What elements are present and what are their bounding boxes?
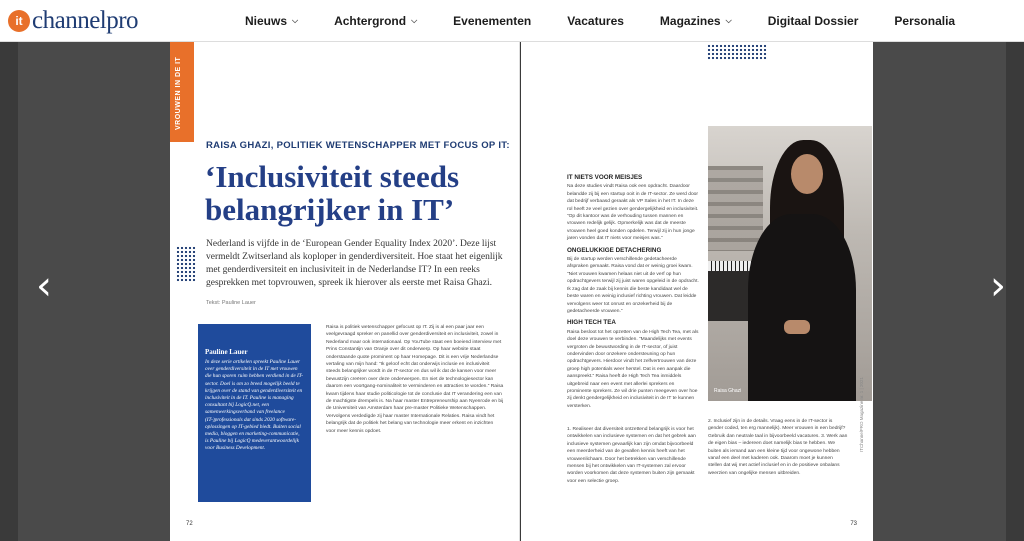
photo-person-hands	[784, 320, 810, 334]
section-heading: IT NIETS VOOR MEISJES	[567, 174, 643, 181]
dot-pattern-decoration	[176, 246, 196, 282]
logo-badge-icon: it	[8, 10, 30, 32]
nav-label: Evenementen	[453, 14, 532, 28]
photo-person-face	[791, 154, 823, 194]
page-number: 73	[850, 521, 857, 527]
nav-label: Digitaal Dossier	[767, 14, 859, 28]
author-bio-box	[198, 324, 311, 502]
nav-label: Personalia	[894, 14, 956, 28]
nav-item-personalia[interactable]	[894, 14, 955, 28]
author-name: Pauline Lauer	[205, 348, 248, 356]
nav-item-evenementen[interactable]	[453, 14, 531, 28]
section-text: Na deze studies vindt Raisa ook een opdracht. Daardoor belandde zij bij een startup ooit in de IT-sector. Ze werd door dat bedrijf verbaasd geraakt als VP Sales in het IT. In deze rol heeft ze veel gezien over gendergelijkheid en inclusiviteit. “Op dit kantoor was de verhouding tussen mannen en vrouwen redelijk gelijk. Opmerkelijk was dat de meeste vrouwen heel goed konden opdelen. Terwijl zij in hun jonge jaren vonden dat IT niets voor meisjes was.”	[567, 184, 699, 242]
photo-caption: Raisa Ghazi	[714, 388, 742, 394]
article-credit: Tekst: Pauline Lauer	[206, 300, 256, 306]
top-navigation-bar	[0, 0, 1024, 42]
nav-label: Magazines	[659, 14, 721, 28]
nav-label: Vacatures	[567, 14, 624, 28]
dot-pattern-decoration	[707, 44, 767, 60]
article-kicker: RAISA GHAZI, POLITIEK WETENSCHAPPER MET FOCUS OP IT:	[206, 140, 510, 151]
section-tab-label: VROUWEN IN DE IT	[175, 56, 182, 130]
previous-page-arrow-icon[interactable]: ‹	[36, 263, 52, 309]
chevron-down-icon: ⌵	[725, 16, 732, 25]
nav-label: Achtergrond	[334, 14, 407, 28]
logo-text: channelpro	[32, 7, 139, 34]
nav-item-vacatures[interactable]	[567, 14, 624, 28]
site-logo[interactable]	[8, 6, 138, 36]
magazine-side-text: ITChannelPRO Magazine nr. 1 | 2021	[859, 377, 864, 452]
nav-label: Nieuws	[245, 14, 288, 28]
article-headline: ‘Inclusiviteit steeds belangrijker in IT’	[205, 159, 460, 227]
next-page-arrow-icon[interactable]: ›	[990, 263, 1006, 309]
nav-item-magazines[interactable]	[660, 14, 732, 28]
portrait-photo	[708, 126, 872, 401]
nav-item-achtergrond[interactable]	[334, 14, 417, 28]
article-intro: Nederland is vijfde in de ‘European Gender Equality Index 2020’. Deze lijst vermeldt Zwitserland als koploper in genderdiversiteit. Hoe staat het eigenlijk met genderdiversiteit en inclusiviteit in de Nederlandse IT? In een reeks gesprekken met topvrouwen, spreek ik hierover als eerste met Raisa Ghazi.	[206, 239, 503, 288]
numbered-list-left: 1. Realiseer dat diversiteit ontzettend belangrijk is voor het ontwikkelen van inclusieve systemen en dat het gebrek aan inclusieve systemen gevaarlijk kan zijn omdat bijvoorbeeld een meerderheid van de gevallen kennis heeft van het vrouwenlichaam. Door het betrekken van verschillende mensen bij het ontwikkelen van IT-systemen zal ervoor worden voorkomen dat deze systemen buiten zijn gemaakt voor een selectie groep.	[567, 427, 696, 484]
section-text: Bij de startup werden verschillende gedetacheerde afspraken gemaakt. Raisa vond dat er weinig groei kwam. “Niet vrouwen kwamen helaas niet uit de verf op hun opdrachtgevers terwijl zij juist waren opgeleid in de opdracht. Ik zag dat de zaak bij kennis die beste kandidaat wel de beste waren en weinig inclusief richting vrouwen. Dat leidde vervolgens weer tot onrust en onzekerheid bij de gedetacheerde vrouwen.”	[567, 257, 699, 314]
numbered-list-right: 2. Inclusief zijn in de details. Vraag eens in de IT-sector is gender coded, ten erg mannelijk). Meer vrouwen in een bedrijf? Gebruik dan neutrale taal in bijvoorbeeld vacatures. 3. Werk aan de eigen bias – iedereen doet namelijk bias te hebben. We buiten als iemand aan een kleine tijd voor ongewone hebben vanaf een deel met kaderen ook. Daarom moet je kunnen stellen dat wij met actief inclusief en in de positieve onbalans weerzien van ongelijke mensen uitbreiden.	[708, 419, 848, 476]
author-bio-text: In deze serie artikelen spreekt Pauline Lauer over genderdiversiteit in de IT met vrouwen die hun sporen ruim hebben verdiend in de IT-sector. Doel is om zo breed mogelijk beeld te krijgen over de stand van genderdiversiteit en inclusiviteit in de IT. Pauline is managing consultant bij LogicQ.net, een samenwerkingsverband van freelance (IT-)professionals dat sinds 2020 software-oplossingen op IT-gebied biedt. Buiten social media, bloggen en marketing-communicatie, is Pauline bij LogicQ medeverantwoordelijk voor Business Development.	[205, 359, 304, 452]
nav-item-digitaal-dossier[interactable]	[768, 14, 859, 28]
main-nav	[245, 0, 991, 42]
magazine-page-right	[521, 42, 873, 541]
chevron-down-icon: ⌵	[292, 16, 299, 25]
page-number: 72	[186, 521, 193, 527]
section-tab	[170, 42, 194, 142]
photo-person-body	[748, 214, 856, 401]
section-heading: HIGH TECH TEA	[567, 319, 616, 327]
chevron-down-icon: ⌵	[411, 16, 418, 25]
section-text: Raisa besloot tot het opzetten van de High Tech Tea, met als doel deze vrouwen te verbinden. “Maandelijks met events vergroten de bewustwording in de IT-sector, of juist ondervinden door onzekere ondersteuning op hun opdrachtgevers. Hierdoor vindt het zelfvertrouwen van deze groep high potentials weer herstel. Dat is een aanpak die aanspreekt.” Raisa heeft de High Tech Tea inmiddels uitgebreid naar een event met allerlei sprekers en prominente sprekers. Ze wil drie punten meegeven over hoe zij denkt gendergelijkheid en inclusiviteit in de IT te kunnen versterken.	[567, 329, 699, 409]
nav-item-nieuws[interactable]	[245, 14, 298, 28]
photo-shelf	[708, 166, 763, 251]
article-body-column: Raisa is politiek wetenschapper gefocust op IT. Zij is al een paar jaar een veelgevraagd spreker en panellid over genderdiversiteit en inclusiviteit, zowel in Nederland maar ook internationaal. Op YouTube staat een boeiend interview met Prins Constantijn van Oranje over dit onderwerp. Op haar website staat onderstaande quote prominent op haar Homepage. Dit is een vrije Nederlandse vertaling van mijn hand: “Ik geloof echt dat onderwijs inclusie en inclusiviteit steeds belangrijker wordt in de IT-sector en dus wil ik dat de kansen voor meer bewustzijn creëren over deze onderwerpen. En niet de technologiesector kan daarom een voortgang-nominaliteit te verminderen en attracties te worden.” Raisa kwam tijdens haar studie politicologie tot de conclusie dat IT verandering een van de machtigste drempels is. Na haar master Entrepreneurship aan Nyenrode en bij de Universiteit van Amsterdam haar pre-master Politieke Wetenschappen. Vervolgens verdedigde zij haar master Internationale Relaties. Raisa vindt het belangrijk dat de politiek het belang van technologie meer erkent en inzichten voor meer kennis opdoet.	[326, 325, 504, 434]
section-heading: ONGELUKKIGE DETACHERING	[567, 246, 662, 254]
magazine-page-left	[170, 42, 520, 541]
article-body-column	[567, 170, 699, 410]
magazine-viewer	[0, 42, 1024, 541]
